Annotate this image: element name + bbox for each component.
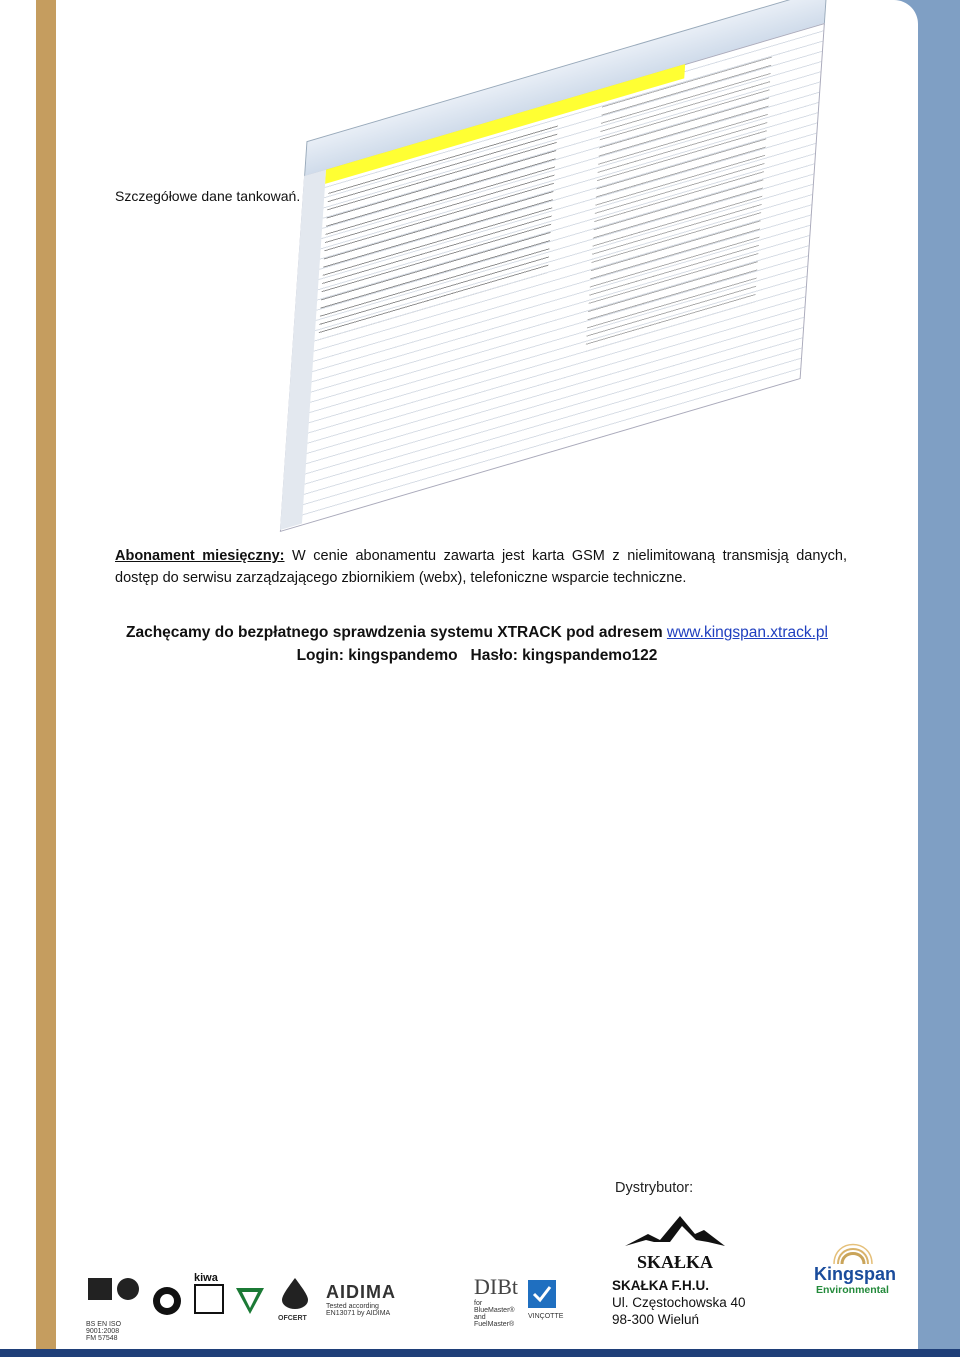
aidima-badge: [326, 1282, 396, 1317]
ofcert-badge: [278, 1276, 312, 1322]
spreadsheet-screenshot: [280, 150, 800, 530]
vincotte-badge: [528, 1280, 563, 1320]
subscription-lead: Abonament miesięczny:: [115, 548, 285, 564]
tuv-triangle-icon: [234, 1286, 266, 1316]
distributor-city: 98-300 Wieluń: [612, 1312, 700, 1327]
skalka-logo-text: SKAŁKA: [636, 1252, 714, 1272]
cta-text: Zachęcamy do bezpłatnego sprawdzenia systemu XTRACK pod adresem: [125, 624, 667, 641]
distributor-label: Dystrybutor:: [615, 1180, 694, 1196]
kiwa-box-icon: [194, 1284, 224, 1314]
aidima-text: AIDIMA: [326, 1282, 396, 1302]
bottom-navy-bar: [0, 1349, 960, 1357]
ofcert-text: OFCERT: [278, 1315, 307, 1322]
kingspan-name: Kingspan: [814, 1264, 897, 1284]
subscription-paragraph: [115, 545, 847, 589]
dibt-badge: [474, 1274, 518, 1328]
cta-line-1: [56, 624, 898, 642]
subscription-body: W cenie abonamentu zawarta jest karta GSM z nielimitowaną transmisją danych, dostęp do serwisu zarządzającego zbiornikiem (webx), telefoniczne wsparcie techniczne.: [115, 548, 847, 586]
kiwa-text: kiwa: [194, 1272, 218, 1284]
vincotte-text: VINÇOTTE: [528, 1313, 564, 1320]
kingspan-sub: Environmental: [816, 1284, 889, 1296]
kingspan-logo: [808, 1240, 898, 1300]
gold-accent-bar: [36, 0, 56, 1357]
distributor-address: [612, 1277, 746, 1328]
cta-line-2: Login: kingspandemo Hasło: kingspandemo122: [296, 647, 658, 664]
xtrack-link[interactable]: www.kingspan.xtrack.pl: [666, 624, 828, 641]
kingspan-sun-icon: [808, 1240, 898, 1266]
dibt-text: DIBt: [474, 1274, 518, 1299]
aidima-tag: Tested according EN13071 by AIDIMA: [326, 1303, 391, 1317]
circle-cert-icon: [152, 1286, 182, 1316]
dibt-tag-2: and FuelMaster®: [474, 1314, 515, 1328]
anab-icon: [86, 1276, 144, 1316]
skalka-mountain-logo: [620, 1212, 730, 1276]
distributor-name: SKAŁKA F.H.U.: [612, 1278, 709, 1293]
vincotte-check-icon: [528, 1280, 556, 1308]
ofcert-drop-icon: [278, 1276, 312, 1310]
anab-iso-badge: [86, 1276, 144, 1342]
kiwa-badge: [194, 1272, 224, 1314]
distributor-street: Ul. Częstochowska 40: [612, 1295, 746, 1310]
iso-line-1: BS EN ISO 9001:2008: [86, 1321, 122, 1335]
intro-text: Szczegółowe dane tankowań.: [115, 188, 301, 204]
iso-line-2: FM 57548: [86, 1335, 118, 1342]
dibt-tag-1: for BlueMaster®: [474, 1300, 515, 1314]
